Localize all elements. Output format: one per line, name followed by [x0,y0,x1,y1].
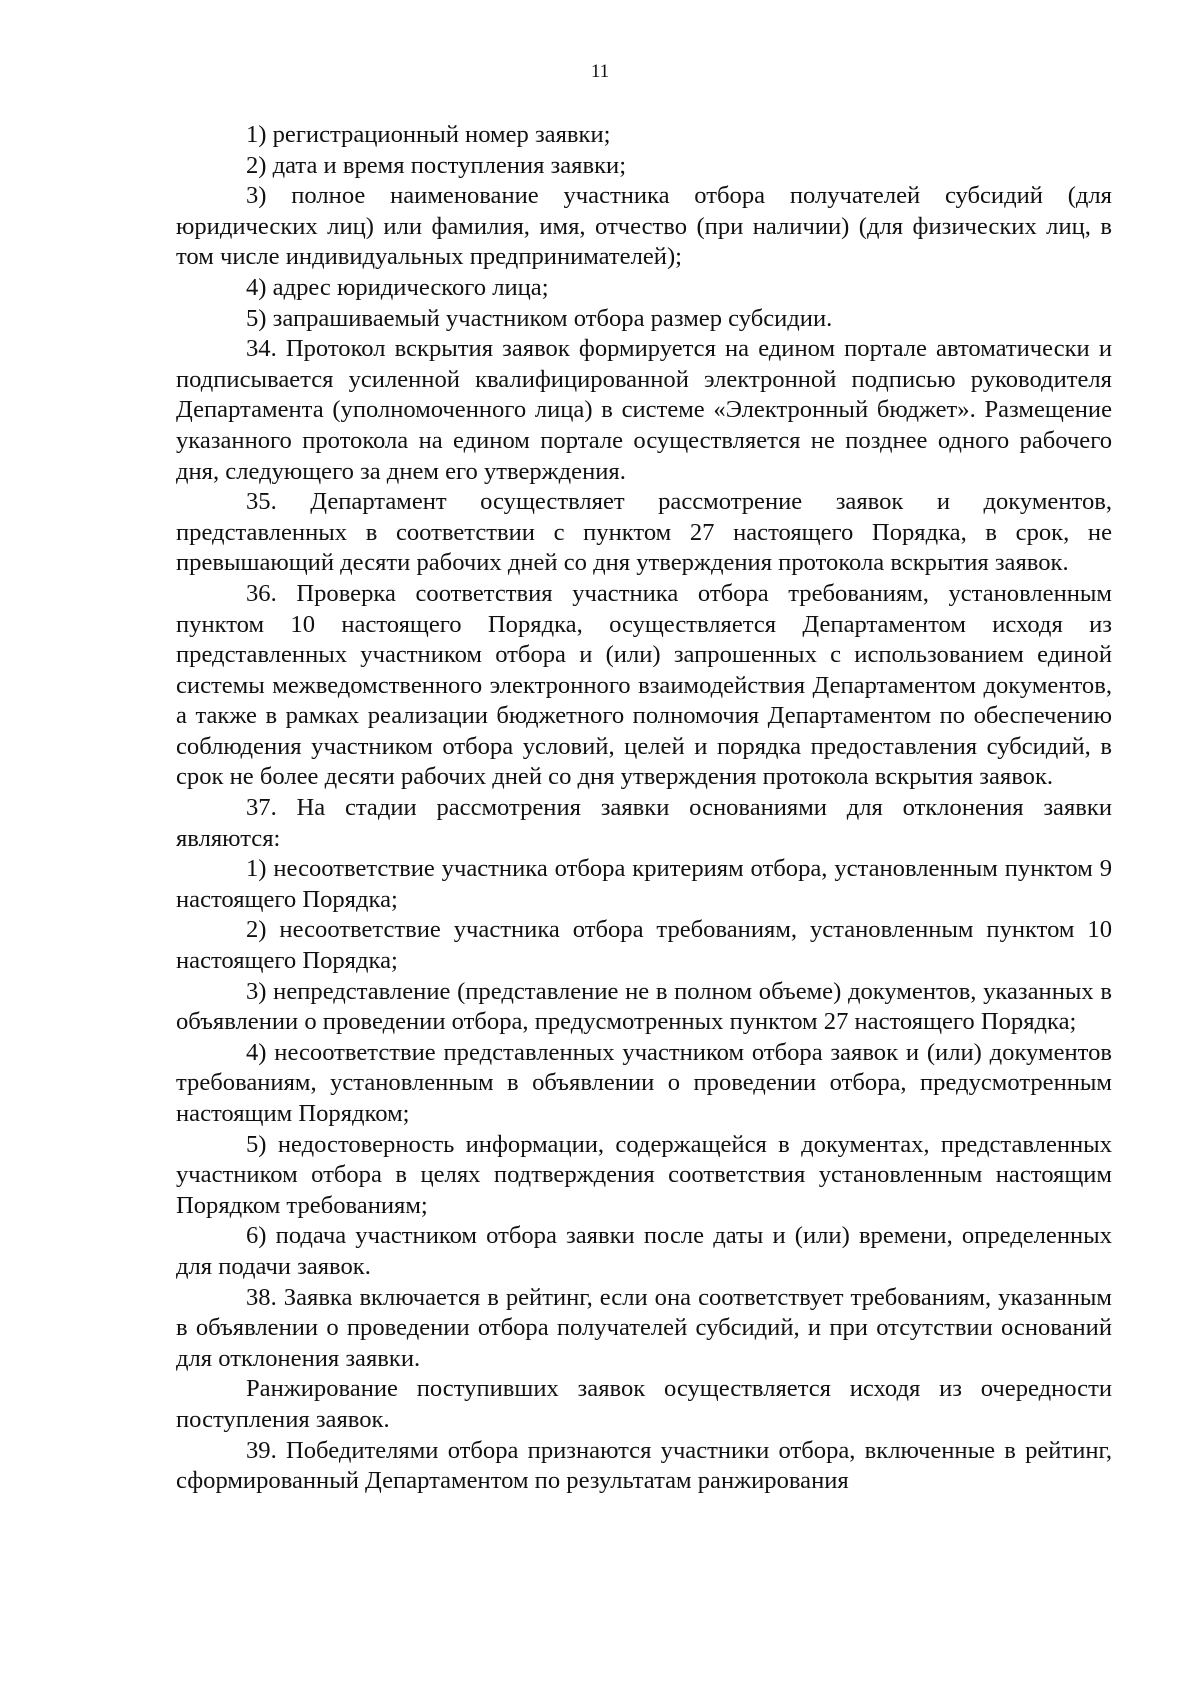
paragraph-35: 35. Департамент осуществляет рассмотрение заявок и документов, представленных в соответствии с пунктом 27 настоящего Порядка, в срок, не превышающий десяти рабочих дней со дня утверждения протокола вскрытия заявок. [176,488,1112,577]
paragraph-36: 36. Проверка соответствия участника отбора требованиям, установленным пунктом 10 настоящего Порядка, осуществляется Департаментом исходя из представленных участником отбора и (или) запрошенных с использованием единой системы межведомственного электронного взаимодействия Департаментом документов, а также в рамках реализации бюджетного полномочия Департаментом по обеспечению соблюдения участником отбора условий, целей и порядка предоставления субсидий, в срок не более десяти рабочих дней со дня утверждения протокола вскрытия заявок. [176,579,1112,791]
document-body [176,120,1112,1497]
paragraph-item-2: 2) дата и время поступления заявки; [246,151,627,179]
paragraph-37-item-6: 6) подача участником отбора заявки после даты и (или) времени, определенных для подачи заявок. [176,1222,1112,1280]
paragraph-item-4: 4) адрес юридического лица; [246,273,549,301]
paragraph-37: 37. На стадии рассмотрения заявки основаниями для отклонения заявки являются: [176,794,1112,852]
paragraph-37-item-5: 5) недостоверность информации, содержащейся в документах, представленных участником отбора в целях подтверждения соответствия установленным настоящим Порядком требованиям; [176,1130,1112,1219]
paragraph-38: 38. Заявка включается в рейтинг, если она соответствует требованиям, указанным в объявлении о проведении отбора получателей субсидий, и при отсутствии оснований для отклонения заявки. [176,1283,1112,1372]
paragraph-item-1: 1) регистрационный номер заявки; [246,121,611,148]
paragraph-item-5: 5) запрашиваемый участником отбора размер субсидии. [246,304,833,332]
paragraph-37-item-4: 4) несоответствие представленных участником отбора заявок и (или) документов требованиям, установленным в объявлении о проведении отбора, предусмотренным настоящим Порядком; [176,1038,1112,1127]
paragraph-34: 34. Протокол вскрытия заявок формируется на едином портале автоматически и подписывается усиленной квалифицированной электронной подписью руководителя Департамента (уполномоченного лица) в системе «Электронный бюджет». Размещение указанного протокола на едином портале осуществляется не позднее одного рабочего дня, следующего за днем его утверждения. [176,335,1112,485]
paragraph-item-3: 3) полное наименование участника отбора получателей субсидий (для юридических лиц) или фамилия, имя, отчество (при наличии) (для физических лиц, в том числе индивидуальных предпринимателей); [176,182,1112,271]
paragraph-38-ranking: Ранжирование поступивших заявок осуществляется исходя из очередности поступления заявок. [176,1375,1112,1433]
paragraph-37-item-3: 3) непредставление (представление не в полном объеме) документов, указанных в объявлении о проведении отбора, предусмотренных пунктом 27 настоящего Порядка; [176,977,1112,1036]
page-number: 11 [590,61,610,82]
paragraph-39: 39. Победителями отбора признаются участники отбора, включенные в рейтинг, сформированный Департаментом по результатам ранжирования [176,1436,1112,1495]
paragraph-37-item-1: 1) несоответствие участника отбора критериям отбора, установленным пунктом 9 настоящего Порядка; [176,855,1112,913]
paragraph-37-item-2: 2) несоответствие участника отбора требованиям, установленным пунктом 10 настоящего Порядка; [176,916,1112,975]
